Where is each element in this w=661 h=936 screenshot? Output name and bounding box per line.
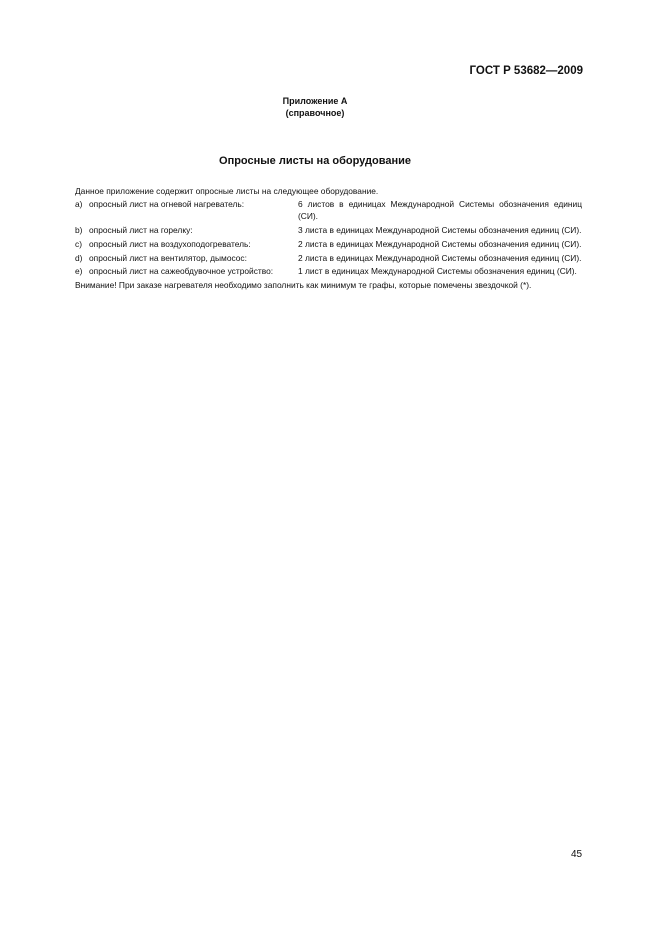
- list-item: [75, 265, 582, 277]
- item-label: опросный лист на воздухоподогреватель:: [89, 238, 251, 249]
- equipment-list: [75, 198, 582, 277]
- appendix-subtitle: (справочное): [285, 108, 345, 118]
- page-number: 45: [571, 849, 583, 860]
- item-label: опросный лист на горелку:: [89, 225, 193, 236]
- item-marker: d): [75, 252, 83, 263]
- item-value: 6 листов в единицах Международной Системы обозначения единиц (СИ).: [298, 199, 582, 222]
- list-item: [75, 224, 582, 236]
- item-marker: e): [75, 266, 83, 277]
- list-item: [75, 198, 582, 222]
- section-heading: Опросные листы на оборудование: [219, 155, 411, 167]
- item-marker: a): [75, 199, 83, 210]
- item-value: 2 листа в единицах Международной Системы обозначения единиц (СИ).: [298, 252, 582, 263]
- note-paragraph: Внимание! При заказе нагревателя необходимо заполнить как минимум те графы, которые помечены звездочкой (*).: [75, 279, 532, 290]
- list-item: [75, 238, 582, 250]
- item-marker: c): [75, 238, 82, 249]
- body-text: [75, 185, 582, 291]
- list-item: [75, 252, 582, 264]
- document-code: ГОСТ Р 53682—2009: [469, 65, 583, 77]
- appendix-title: Приложение А: [282, 96, 348, 106]
- item-label: опросный лист на сажеобдувочное устройство:: [89, 266, 274, 277]
- intro-paragraph: Данное приложение содержит опросные листы на следующее оборудование.: [75, 186, 379, 196]
- item-label: опросный лист на вентилятор, дымосос:: [89, 252, 247, 263]
- item-label: опросный лист на огневой нагреватель:: [89, 199, 245, 210]
- item-value: 2 листа в единицах Международной Системы обозначения единиц (СИ).: [298, 238, 582, 249]
- item-value: 1 лист в единицах Международной Системы обозначения единиц (СИ).: [298, 266, 577, 277]
- item-marker: b): [75, 225, 83, 236]
- item-value: 3 листа в единицах Международной Системы обозначения единиц (СИ).: [298, 225, 582, 236]
